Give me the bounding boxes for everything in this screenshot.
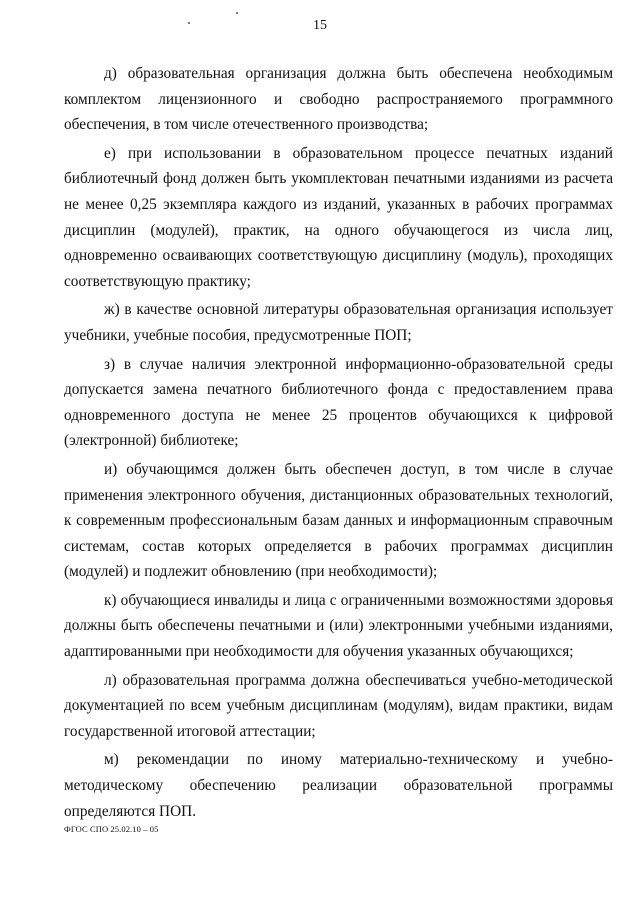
paragraph-i: и) обучающимся должен быть обеспечен доступ, в том числе в случае применения электронного обучения, дистанционных образовательных технологий, к современным профессиональным базам данных и информационным справочным системам, состав которых определяется в рабочих программах дисциплин (модулей) и подлежит обновлению (при необходимости); <box>64 460 613 581</box>
paragraph-d: д) образовательная организация должна быть обеспечена необходимым комплектом лицензионного и свободно распространяемого программного обеспечения, в том числе отечественного производства; <box>64 65 613 134</box>
paragraph-z: з) в случае наличия электронной информационно-образовательной среды допускается замена печатного библиотечного фонда с предоставлением права одновременного доступа не менее 25 процентов обучающихся к цифровой (электронной) библиотеке; <box>64 355 613 450</box>
paragraph-m: м) рекомендации по иному материально-техническому и учебно-методическому обеспечению реализации образовательной программы определяются ПОП. <box>64 751 613 820</box>
document-footer-code: ФГОС СПО 25.02.10 – 05 <box>64 824 159 834</box>
paragraph-zh: ж) в качестве основной литературы образовательная организация использует учебники, учебные пособия, предусмотренные ПОП; <box>64 301 613 344</box>
paragraph-e: е) при использовании в образовательном процессе печатных изданий библиотечный фонд должен быть укомплектован печатными изданиями из расчета не менее 0,25 экземпляра каждого из изданий, указанных в рабочих программах дисциплин (модулей), практик, на одного обучающегося из числа лиц, одновременно осваивающих соответствующую дисциплину (модуль), проходящих соответствующую практику; <box>64 144 613 290</box>
paragraph-l: л) образовательная программа должна обеспечиваться учебно-методической документацией по всем учебным дисциплинам (модулям), видам практики, видам государственной итоговой аттестации; <box>64 671 613 740</box>
scan-speck <box>236 12 238 14</box>
paragraph-k: к) обучающиеся инвалиды и лица с ограниченными возможностями здоровья должны быть обеспечены печатными и (или) электронными учебными изданиями, адаптированными при необходимости для обучения указанных обучающихся; <box>64 591 613 661</box>
page-number: 15 <box>313 18 327 33</box>
document-body <box>64 61 613 827</box>
